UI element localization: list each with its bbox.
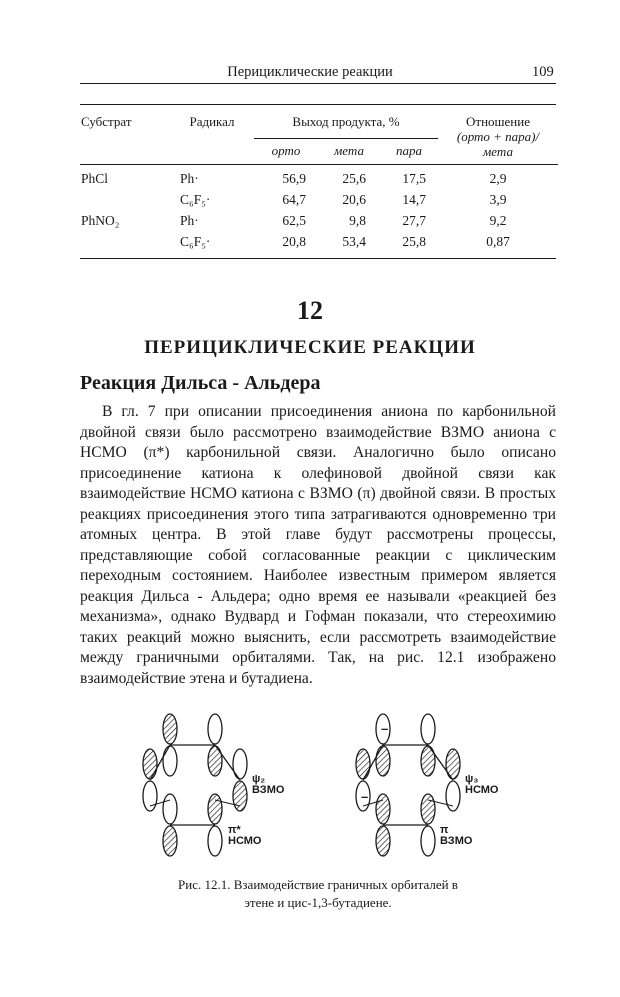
orbital-type: НСМО (228, 835, 262, 847)
table-row (80, 168, 558, 189)
ratio-line1: Отношение (466, 114, 530, 129)
orbital-symbol: π (440, 824, 449, 836)
ratio-line2: (орто + пара)/ (456, 129, 540, 144)
cell-radical: C₆F₅· (180, 233, 211, 249)
table-row (80, 231, 558, 252)
section-heading: Реакция Дильса - Альдера (80, 372, 321, 394)
cell-meta: 25,6 (342, 170, 366, 186)
col-meta: мета (334, 143, 364, 158)
col-ortho: орто (271, 143, 301, 158)
page-number: 109 (532, 64, 554, 80)
cell-meta: 53,4 (342, 233, 366, 249)
lobe-sign-minus: – (361, 789, 369, 804)
body-paragraph: В гл. 7 при описании присоединения аниона по карбонильной двойной связи было рассмотрено взаимодействие ВЗМО аниона с НСМО (π*) карбонильной связи. Аналогично было описано присоединение катиона к олефиновой двойной связи как взаимодействие НСМО катиона с ВЗМО (π) двойной связи. В простых реакциях присоединения этого типа затрагиваются одновременно три атомных центра. В этой главе будут рассмотрены процессы, представляющие собой согласованные реакции с циклическим переходным состоянием. Наиболее известным примером является реакция Дильса - Альдера; одно время ее называли «реакцией без механизма», однако Вудвард и Гофман показали, что стереохимию таких реакций можно выяснить, если рассмотреть взаимодействие между граничными орбиталями. Так, на рис. 12.1 изображено взаимодействие этена и бутадиена. (80, 403, 556, 687)
cell-ratio: 2,9 (489, 170, 507, 186)
col-ratio (438, 112, 558, 164)
cell-ratio: 9,2 (489, 212, 507, 228)
cell-ortho: 64,7 (282, 191, 306, 207)
orbital-symbol: π* (228, 824, 241, 836)
orbital-type: ВЗМО (252, 784, 285, 796)
cell-meta: 20,6 (342, 191, 366, 207)
diene-lobe (143, 714, 247, 811)
orbital-symbol: ψ₃ (465, 773, 479, 785)
cell-para: 27,7 (402, 212, 426, 228)
chapter-title: ПЕРИЦИКЛИЧЕСКИЕ РЕАКЦИИ (144, 337, 476, 358)
ratio-line3: мета (483, 144, 513, 159)
table-row (80, 210, 558, 231)
cell-ortho: 20,8 (282, 233, 306, 249)
cell-substrate (80, 189, 170, 210)
col-radical: Радикал (189, 114, 235, 129)
orbital-figure (0, 700, 620, 870)
col-para: пара (396, 143, 422, 158)
cell-radical: C₆F₅· (180, 191, 211, 207)
lobe-sign-minus: – (381, 721, 389, 736)
left-ethene-orbital-label (228, 825, 261, 847)
right-ethene-orbital-label (440, 825, 472, 847)
header-rule (80, 83, 556, 84)
cell-radical: Ph· (180, 170, 199, 186)
table-row (80, 189, 558, 210)
cell-ratio: 3,9 (489, 191, 507, 207)
table-bottom-rule (80, 258, 556, 259)
caption-line2: этене и цис-1,3-бутадиене. (244, 895, 392, 910)
cell-ortho: 56,9 (282, 170, 306, 186)
orbital-type: НСМО (465, 784, 499, 796)
diene-lobe (356, 714, 460, 811)
yield-table (80, 112, 558, 252)
orbital-type: ВЗМО (440, 835, 473, 847)
cell-radical: Ph· (180, 212, 199, 228)
cell-meta: 9,8 (349, 212, 366, 228)
left-diene-orbital-label (252, 774, 284, 796)
cell-para: 25,8 (402, 233, 426, 249)
cell-substrate: PhNO₂ (81, 212, 120, 228)
caption-line1: Рис. 12.1. Взаимодействие граничных орбиталей в (178, 877, 458, 892)
col-substrate: Субстрат (81, 114, 132, 129)
col-yield: Выход продукта, % (254, 112, 438, 138)
cell-para: 14,7 (402, 191, 426, 207)
orbital-symbol: ψ₂ (252, 773, 266, 785)
cell-ratio: 0,87 (486, 233, 510, 249)
cell-para: 17,5 (402, 170, 426, 186)
chapter-number: 12 (297, 296, 323, 325)
cell-substrate: PhCl (81, 170, 109, 186)
table-top-rule (80, 104, 556, 105)
right-diene-orbital-label (465, 774, 498, 796)
cell-substrate (80, 231, 170, 252)
running-title: Перициклические реакции (227, 64, 393, 80)
cell-ortho: 62,5 (282, 212, 306, 228)
figure-caption (80, 876, 556, 912)
